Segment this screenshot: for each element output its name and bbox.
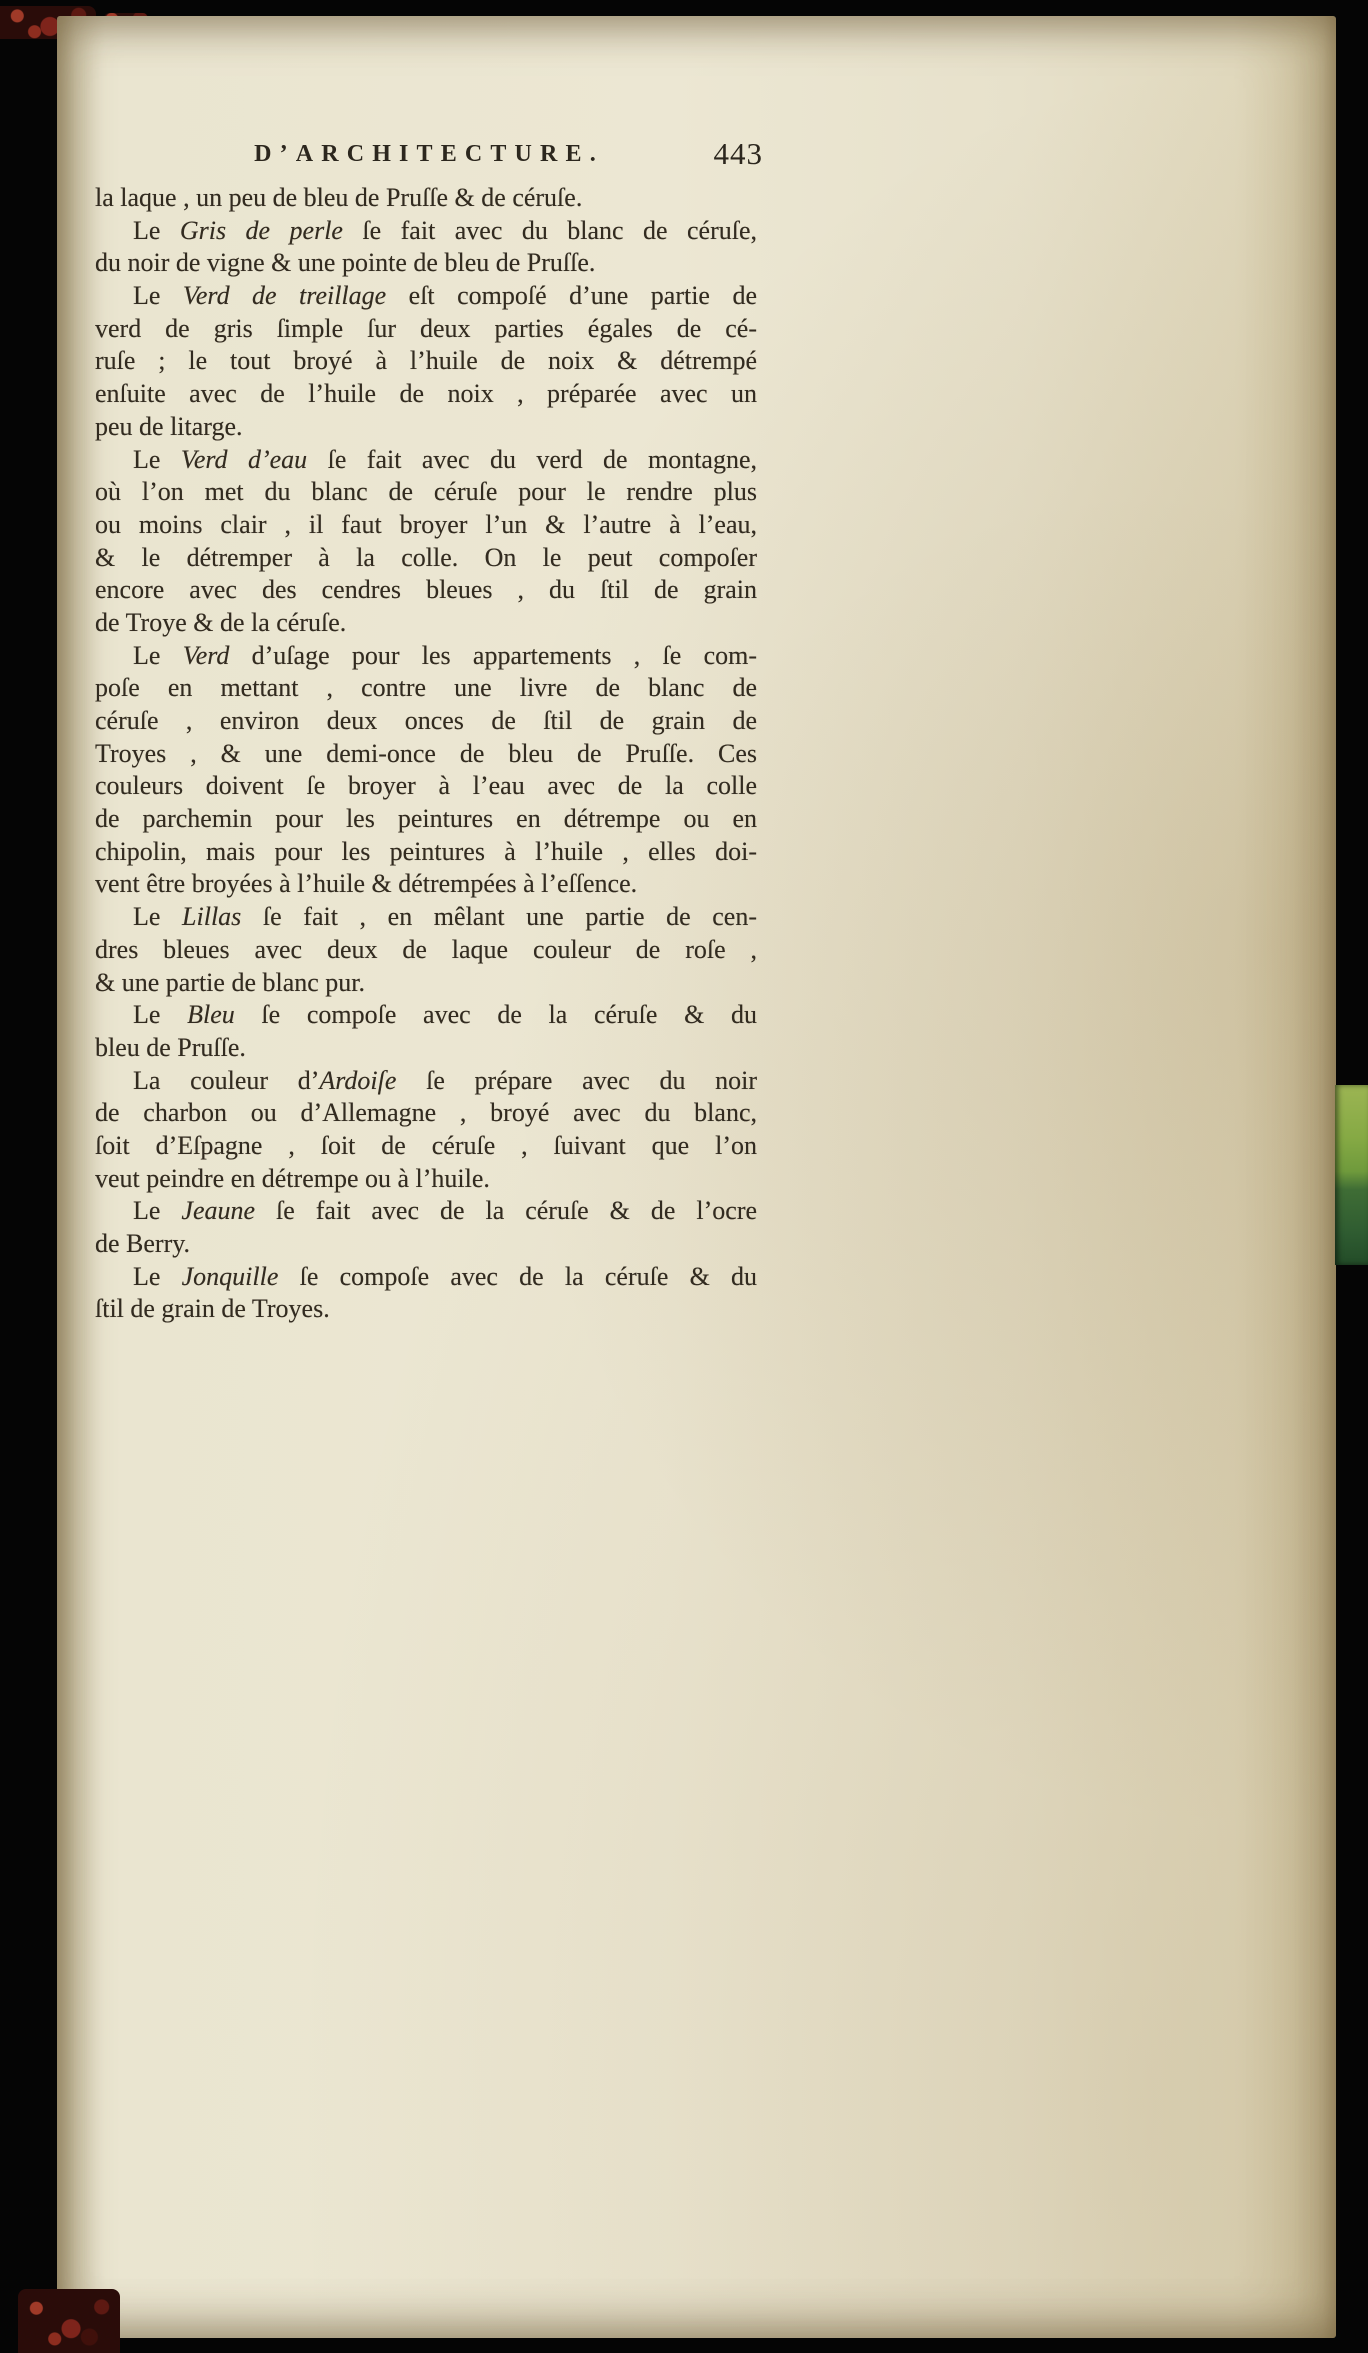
italic-term: Verd d’eau: [180, 444, 308, 474]
text-line: [95, 770, 757, 803]
text-segment: Le: [133, 1196, 182, 1226]
text-segment: peu de litarge.: [95, 411, 243, 441]
italic-term: Ardoiſe: [319, 1065, 397, 1095]
text-line: [95, 607, 757, 640]
text-line: [95, 509, 757, 542]
text-line: [95, 705, 757, 738]
text-segment: eſt compoſé d’une partie de: [386, 281, 757, 311]
text-segment: ruſe ; le tout broyé à l’huile de noix & détrempé: [95, 346, 757, 376]
text-line: [95, 640, 757, 673]
text-line: [95, 1163, 757, 1196]
italic-term: Verd: [182, 640, 230, 670]
text-segment: encore avec des cendres bleues , du ſtil de grain: [95, 575, 757, 605]
running-title: D’ARCHITECTURE.: [254, 141, 604, 167]
text-line: [95, 901, 757, 934]
italic-term: Bleu: [187, 1000, 235, 1030]
text-segment: ſe fait avec de la céruſe & de l’ocre: [255, 1196, 757, 1226]
text-line: [95, 1097, 757, 1130]
text-segment: Le: [133, 640, 183, 670]
book-page: [57, 16, 1336, 2338]
italic-term: Jeaune: [181, 1196, 256, 1226]
text-segment: Le: [133, 281, 183, 311]
text-segment: de Troye & de la céruſe.: [95, 607, 347, 637]
text-segment: la laque , un peu de bleu de Pruſſe & de céruſe.: [95, 183, 583, 212]
text-line: [95, 1032, 757, 1065]
text-segment: vent être broyées à l’huile & détrempées à l’eſſence.: [95, 869, 638, 899]
text-line: [95, 1293, 757, 1326]
page-number: 443: [713, 136, 763, 171]
text-line: [95, 1195, 757, 1228]
text-segment: Le: [133, 215, 180, 245]
text-segment: céruſe , environ deux onces de ſtil de grain de: [95, 706, 757, 735]
text-segment: Le: [133, 1261, 182, 1291]
text-segment: Le: [133, 444, 181, 474]
text-line: [95, 378, 757, 411]
text-line: [95, 868, 757, 901]
text-line: [95, 1130, 757, 1163]
text-segment: & le détremper à la colle. On le peut compoſer: [95, 542, 757, 572]
text-segment: ſe fait avec du verd de montagne,: [307, 444, 757, 474]
text-line: [95, 345, 757, 378]
text-line: [95, 247, 757, 280]
text-segment: ſe compoſe avec de la céruſe & du: [234, 1000, 757, 1030]
text-segment: bleu de Pruſſe.: [95, 1032, 246, 1062]
text-segment: dres bleues avec deux de laque couleur de roſe ,: [95, 934, 757, 964]
italic-term: Gris de perle: [179, 215, 343, 245]
text-line: [95, 444, 757, 477]
text-segment: d’uſage pour les appartements , ſe com-: [229, 640, 757, 670]
italic-term: Jonquille: [181, 1261, 279, 1291]
text-segment: verd de gris ſimple ſur deux parties égales de cé-: [95, 313, 757, 343]
text-line: [95, 803, 757, 836]
text-segment: poſe en mettant , contre une livre de blanc de: [95, 673, 757, 703]
text-segment: chipolin, mais pour les peintures à l’huile , elles doi-: [95, 836, 757, 866]
text-line: [95, 476, 757, 509]
italic-term: Verd de treillage: [182, 281, 387, 311]
text-line: [95, 182, 757, 215]
text-segment: où l’on met du blanc de céruſe pour le rendre plus: [95, 477, 757, 507]
text-line: [95, 934, 757, 967]
text-segment: ou moins clair , il faut broyer l’un & l’autre à l’eau,: [95, 509, 757, 539]
text-segment: ſe fait avec du blanc de céruſe,: [342, 215, 757, 245]
text-line: [95, 1228, 757, 1261]
text-line: [95, 574, 757, 607]
text-segment: ſtil de grain de Troyes.: [95, 1294, 330, 1324]
text-segment: du noir de vigne & une pointe de bleu de Pruſſe.: [95, 248, 596, 278]
text-line: [95, 411, 757, 444]
marbled-binding-edge-bottom: [18, 2289, 120, 2353]
italic-term: Lillas: [182, 902, 242, 932]
text-segment: Le: [133, 902, 183, 932]
text-line: [95, 836, 757, 869]
text-segment: veut peindre en détrempe ou à l’huile.: [95, 1163, 490, 1193]
text-segment: ſe compoſe avec de la céruſe & du: [278, 1261, 757, 1291]
text-line: [95, 738, 757, 771]
text-segment: couleurs doivent ſe broyer à l’eau avec de la colle: [95, 771, 757, 801]
text-line: [95, 215, 757, 248]
text-line: [95, 999, 757, 1032]
text-line: [95, 542, 757, 575]
text-line: [95, 1065, 757, 1098]
body-text: [95, 182, 757, 1326]
text-segment: de charbon ou d’Allemagne , broyé avec du blanc,: [95, 1098, 757, 1128]
text-segment: ſe fait , en mêlant une partie de cen-: [241, 902, 757, 932]
text-segment: La couleur d’: [133, 1065, 320, 1095]
text-line: [95, 967, 757, 1000]
text-line: [95, 280, 757, 313]
text-line: [95, 1261, 757, 1294]
text-segment: enſuite avec de l’huile de noix , préparée avec un: [95, 379, 757, 409]
text-segment: Troyes , & une demi-once de bleu de Pruſſe. Ces: [95, 738, 757, 768]
page-header: [95, 134, 763, 174]
text-segment: & une partie de blanc pur.: [95, 967, 366, 997]
text-line: [95, 672, 757, 705]
text-segment: ſoit d’Eſpagne , ſoit de céruſe , ſuivant que l’on: [95, 1130, 757, 1160]
text-segment: ſe prépare avec du noir: [396, 1065, 757, 1095]
text-segment: de Berry.: [95, 1229, 191, 1258]
text-segment: Le: [133, 1000, 188, 1030]
green-page-edge-ribbon: [1335, 1085, 1368, 1265]
text-line: [95, 313, 757, 346]
text-segment: de parchemin pour les peintures en détrempe ou en: [95, 804, 757, 834]
